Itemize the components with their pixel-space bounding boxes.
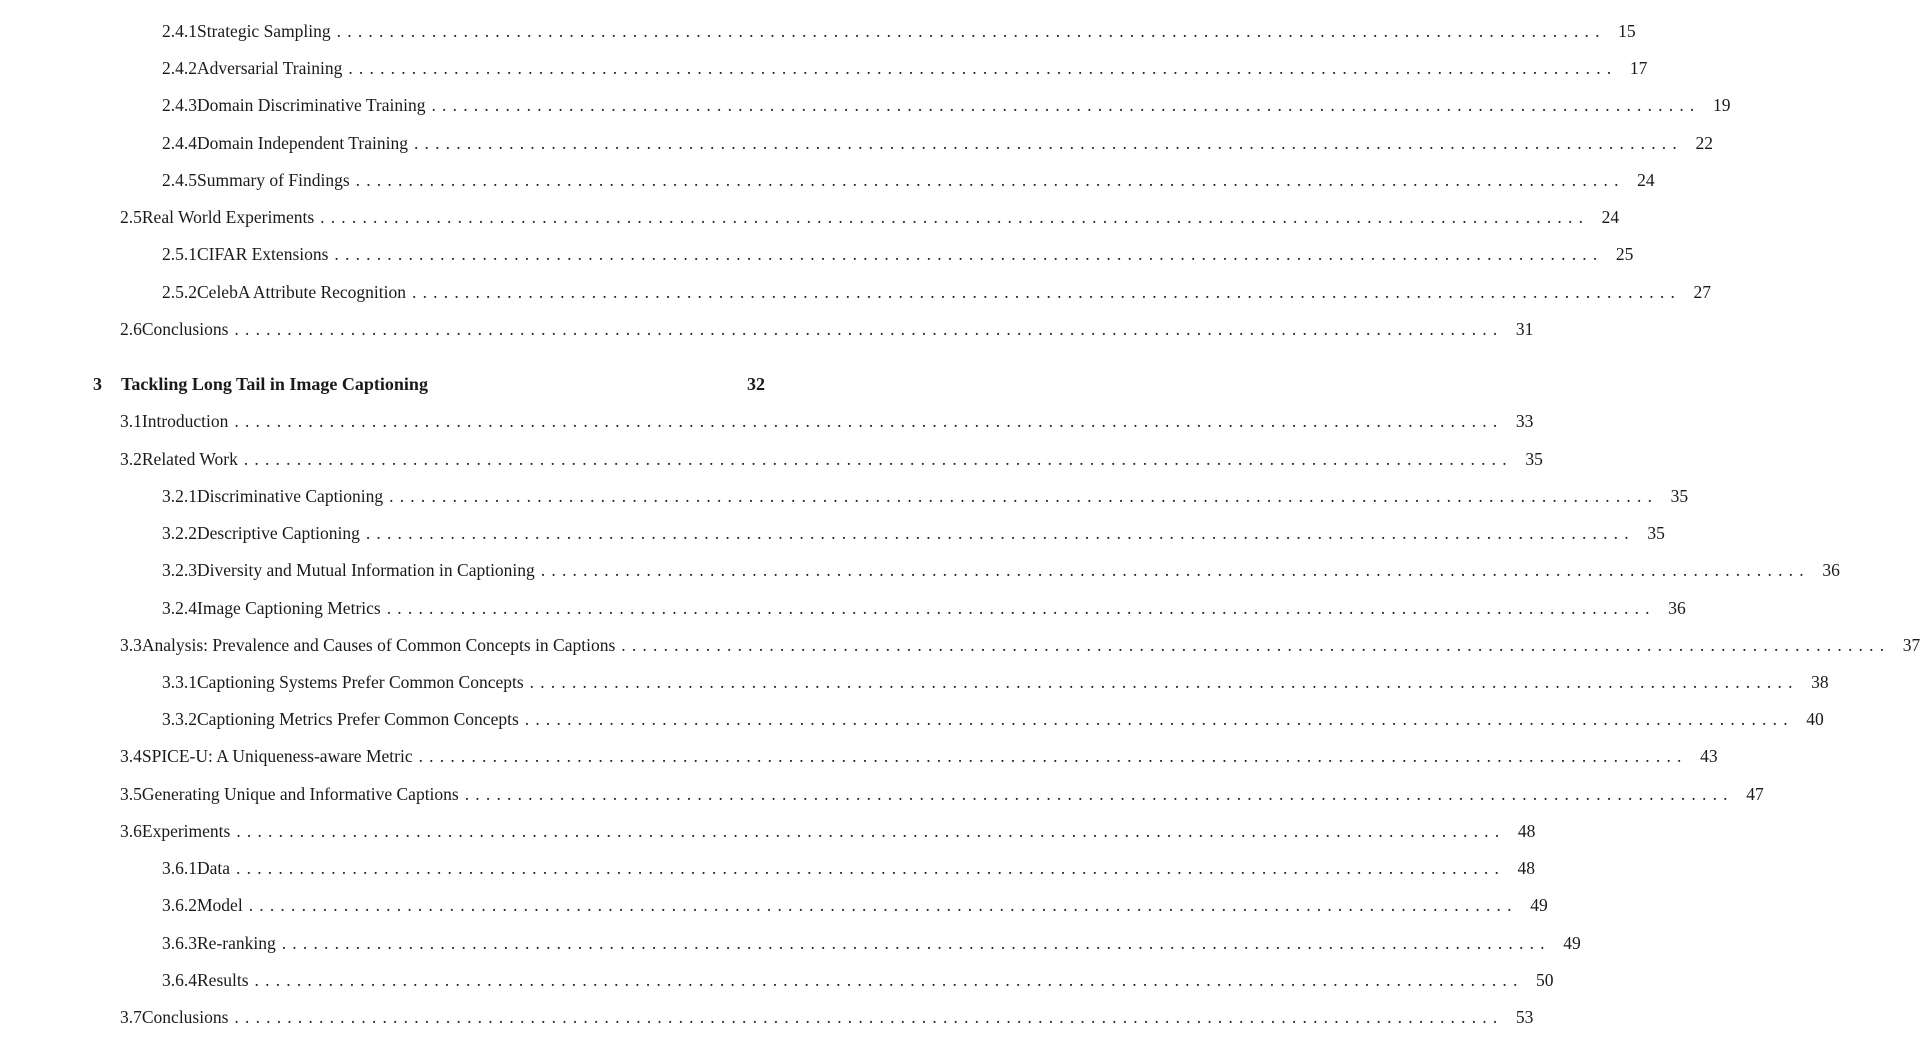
toc-dot-leader: ........................................................................................................................ [236,821,1506,841]
toc-entry-title: Captioning Metrics Prefer Common Concepts [197,709,519,729]
toc-entry-page-number: 35 [1525,449,1543,469]
toc-section-entry[interactable] [120,1004,1534,1030]
toc-entry-title: Real World Experiments [141,207,315,227]
toc-dot-leader: ........................................................................................................................ [389,486,1659,506]
toc-subsection-entry[interactable] [162,706,1824,732]
toc-dot-leader: ........................................................................................................................ [336,21,1606,41]
toc-subsection-entry[interactable] [162,520,1665,546]
toc-entry-number: 3.2.3 [162,560,197,580]
toc-entry-page-number: 48 [1517,821,1536,841]
toc-entry-number: 3.3.1 [162,672,197,692]
toc-entry-page-number: 15 [1618,21,1636,41]
toc-section-entry[interactable] [120,818,1536,844]
toc-entry-number: 3.2 [120,449,142,469]
toc-dot-leader: ........................................................................................................................ [234,319,1504,339]
toc-subsection-entry[interactable] [162,483,1689,509]
toc-entry-title: CelebA Attribute Recognition [197,282,407,302]
toc-entry-number: 3.1 [120,411,142,431]
toc-entry-page-number: 40 [1806,709,1824,729]
toc-dot-leader: ........................................................................................................................ [355,170,1625,190]
toc-entry-number: 3.6.1 [162,858,197,878]
toc-subsection-entry[interactable] [162,855,1536,881]
toc-entry-number: 2.6 [120,319,142,339]
toc-entry-title: Analysis: Prevalence and Causes of Common Concepts in Captions [141,635,616,655]
toc-subsection-entry[interactable] [162,930,1581,956]
toc-subsection-entry[interactable] [162,92,1731,118]
toc-dot-leader: ........................................................................................................................ [540,560,1810,580]
toc-dot-leader: ........................................................................................................................ [524,709,1794,729]
toc-entry-page-number: 38 [1811,672,1829,692]
toc-entry-number: 3.2.2 [162,523,197,543]
toc-dot-leader: ........................................................................................................................ [248,895,1518,915]
toc-entry-page-number: 47 [1746,784,1764,804]
toc-entry-number: 3.2.4 [162,598,197,618]
toc-subsection-entry[interactable] [162,892,1548,918]
toc-section-entry[interactable] [120,632,1920,658]
toc-entry-page-number: 35 [1647,523,1665,543]
toc-entry-title: Descriptive Captioning [197,523,360,543]
toc-entry-number: 2.4.3 [162,95,197,115]
toc-dot-leader: ........................................................................................................................ [234,411,1504,431]
toc-dot-leader: ........................................................................................................................ [254,970,1524,990]
toc-entry-number: 3.6.3 [162,933,197,953]
toc-entry-page-number: 50 [1536,970,1554,990]
toc-subsection-entry[interactable] [162,167,1655,193]
toc-subsection-entry[interactable] [162,18,1636,44]
toc-dot-leader: ........................................................................................................................ [234,1007,1504,1027]
toc-dot-leader: ........................................................................................................................ [320,207,1590,227]
toc-entry-title: Domain Discriminative Training [197,95,426,115]
toc-entry-page-number: 49 [1563,933,1581,953]
toc-entry-title: Results [197,970,249,990]
toc-entry-title: Adversarial Training [197,58,343,78]
toc-entry-page-number: 24 [1601,207,1620,227]
toc-entry-page-number: 36 [1822,560,1840,580]
toc-entry-number: 3.6.4 [162,970,197,990]
toc-entry-title: Domain Independent Training [197,133,408,153]
toc-entry-number: 2.5 [120,207,142,227]
toc-entry-title: Model [197,895,243,915]
toc-entry-number: 2.5.1 [162,244,197,264]
toc-subsection-entry[interactable] [162,279,1712,305]
toc-dot-leader: ........................................................................................................................ [348,58,1618,78]
toc-entry-title: Conclusions [141,1007,229,1027]
toc-entry-title: Summary of Findings [197,170,350,190]
toc-subsection-entry[interactable] [162,595,1686,621]
toc-entry-title: CIFAR Extensions [197,244,329,264]
toc-entry-page-number: 53 [1515,1007,1534,1027]
toc-entry-page-number: 33 [1515,411,1534,431]
toc-entry-page-number: 48 [1517,858,1536,878]
toc-entry-page-number: 32 [747,374,765,394]
toc-dot-leader: ........................................................................................................................ [621,635,1891,655]
toc-entry-page-number: 19 [1712,95,1731,115]
toc-dot-leader: ........................................................................................................................ [412,282,1682,302]
toc-entry-number: 2.5.2 [162,282,197,302]
toc-dot-leader: ........................................................................................................................ [386,598,1656,618]
toc-dot-leader: ........................................................................................................................ [236,858,1506,878]
toc-entry-title: Experiments [141,821,231,841]
toc-entry-title: Discriminative Captioning [197,486,384,506]
toc-chapter-entry[interactable] [93,371,765,397]
toc-section-entry[interactable] [120,781,1764,807]
toc-entry-title: Data [197,858,231,878]
toc-entry-page-number: 35 [1670,486,1689,506]
toc-subsection-entry[interactable] [162,241,1634,267]
toc-entry-page-number: 17 [1629,58,1648,78]
toc-dot-leader: ........................................................................................................................ [431,95,1701,115]
toc-dot-leader: ........................................................................................................................ [334,244,1604,264]
toc-entry-title: Generating Unique and Informative Captions [141,784,459,804]
toc-section-entry[interactable] [120,446,1543,472]
toc-dot-leader: ........................................................................................................................ [418,746,1688,766]
toc-dot-leader: ........................................................................................................................ [243,449,1513,469]
toc-entry-page-number: 24 [1637,170,1655,190]
toc-entry-title: Captioning Systems Prefer Common Concepts [197,672,524,692]
toc-entry-title: Conclusions [141,319,229,339]
toc-entry-number: 3.3.2 [162,709,197,729]
toc-section-entry[interactable] [120,204,1620,230]
toc-entry-page-number: 36 [1668,598,1686,618]
toc-dot-leader: ........................................................................................................................ [529,672,1799,692]
toc-entry-number: 3.5 [120,784,142,804]
toc-subsection-entry[interactable] [162,557,1840,583]
toc-section-entry[interactable] [120,316,1534,342]
toc-dot-leader: ........................................................................................................................ [464,784,1734,804]
toc-entry-page-number: 27 [1693,282,1712,302]
toc-entry-number: 3.2.1 [162,486,197,506]
toc-entry-number: 3 [93,374,102,394]
toc-entry-number: 3.3 [120,635,142,655]
toc-entry-title: SPICE-U: A Uniqueness-aware Metric [141,746,413,766]
toc-entry-number: 2.4.4 [162,133,197,153]
toc-entry-number: 3.4 [120,746,142,766]
toc-entry-title: Tackling Long Tail in Image Captioning [121,374,428,394]
toc-entry-title: Diversity and Mutual Information in Captioning [197,560,535,580]
toc-entry-title: Re-ranking [197,933,276,953]
toc-entry-number: 3.6 [120,821,142,841]
toc-section-entry[interactable] [120,743,1718,769]
toc-entry-title: Strategic Sampling [197,21,331,41]
toc-dot-leader: ........................................................................................................................ [281,933,1551,953]
toc-entry-number: 2.4.5 [162,170,197,190]
toc-dot-leader: ........................................................................................................................ [413,133,1683,153]
toc-subsection-entry[interactable] [162,967,1554,993]
toc-entry-page-number: 22 [1695,133,1713,153]
toc-entry-title: Image Captioning Metrics [197,598,381,618]
toc-entry-number: 2.4.2 [162,58,197,78]
toc-entry-page-number: 49 [1530,895,1548,915]
toc-section-entry[interactable] [120,408,1534,434]
toc-entry-title: Introduction [141,411,229,431]
toc-entry-number: 3.6.2 [162,895,197,915]
toc-entry-page-number: 43 [1700,746,1718,766]
toc-entry-number: 3.7 [120,1007,142,1027]
toc-subsection-entry[interactable] [162,669,1829,695]
toc-entry-page-number: 25 [1615,244,1634,264]
toc-entry-title: Related Work [141,449,238,469]
toc-entry-number: 2.4.1 [162,21,197,41]
toc-subsection-entry[interactable] [162,55,1648,81]
toc-subsection-entry[interactable] [162,130,1713,156]
toc-entry-page-number: 31 [1515,319,1534,339]
toc-dot-leader: ........................................................................................................................ [365,523,1635,543]
toc-entry-page-number: 37 [1902,635,1920,655]
